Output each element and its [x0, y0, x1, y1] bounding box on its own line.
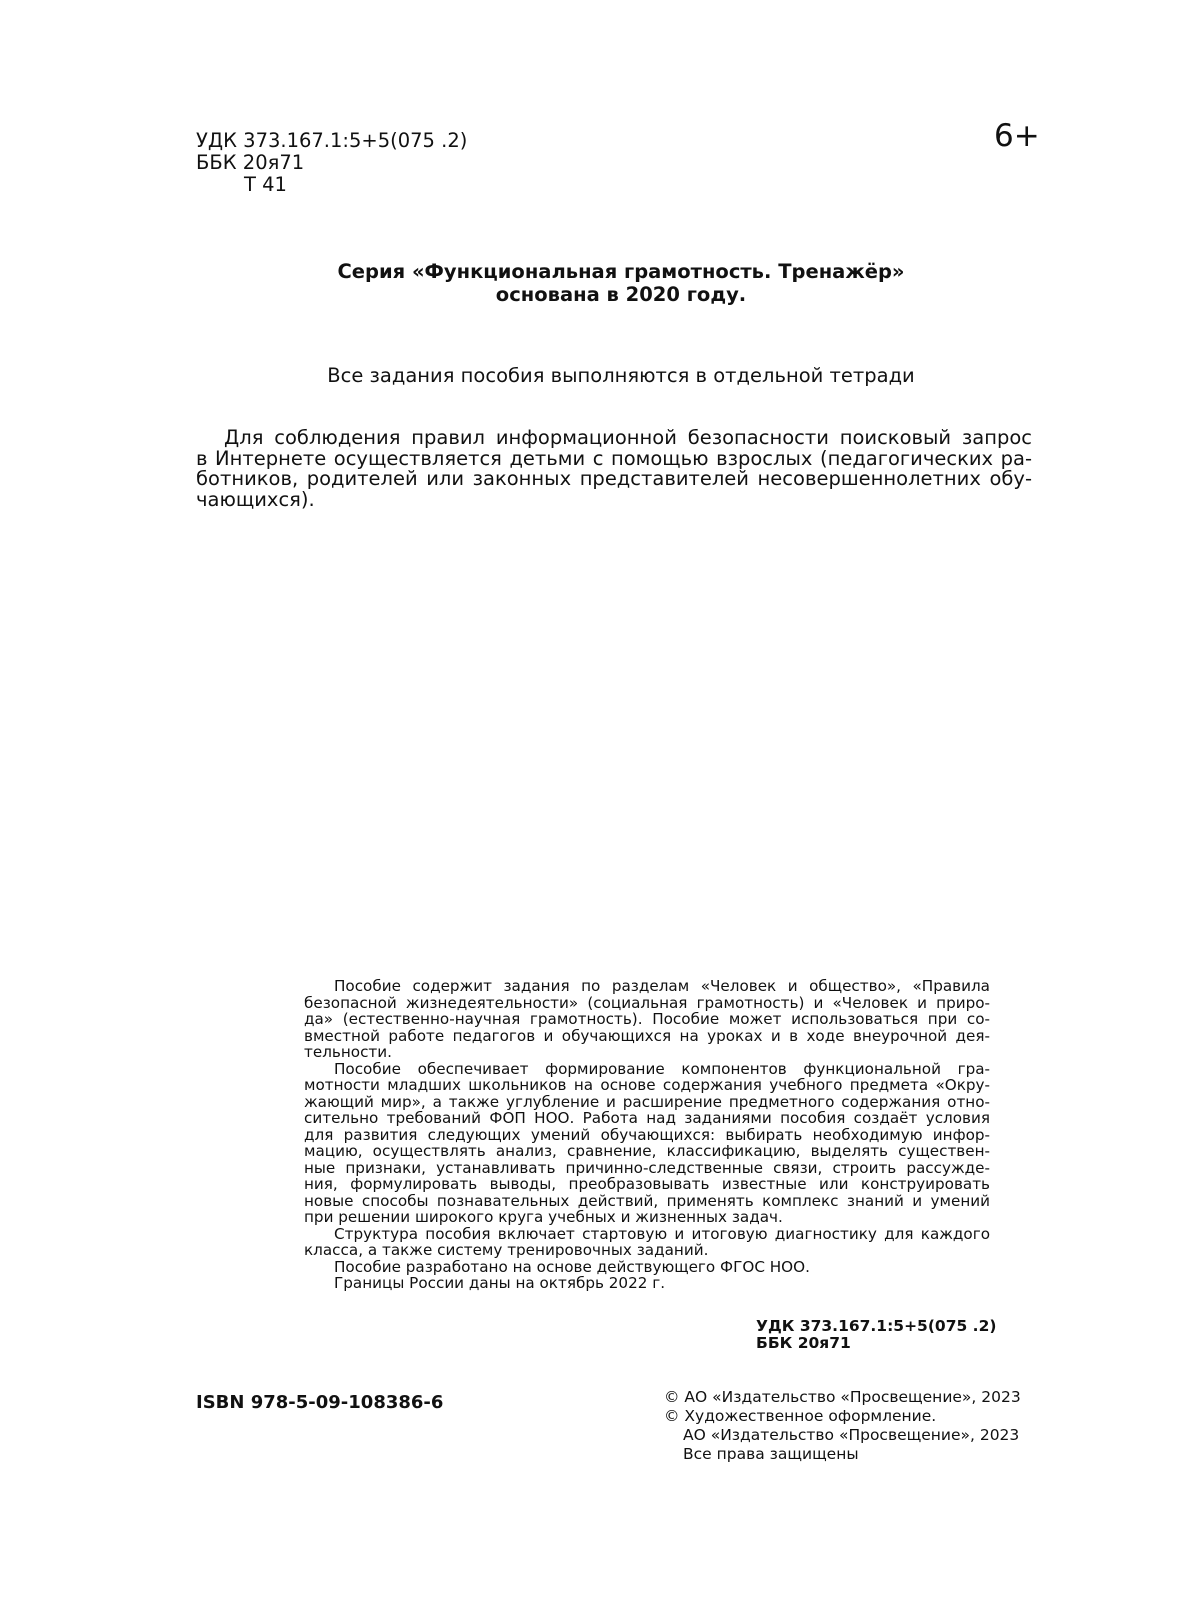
annotation-line: для развития следующих умений обучающихся: выбирать необходимую инфор-: [304, 1126, 990, 1143]
annotation-line: тельности.: [304, 1044, 392, 1061]
safety-line: в Интернете осуществляется детьми с помощью взрослых (педагогических ра-: [196, 446, 1032, 470]
annotation-line: Границы России даны на октябрь 2022 г.: [334, 1275, 666, 1292]
series-line-1: Серия «Функциональная грамотность. Тренажёр»: [337, 260, 905, 283]
safety-line: чающихся).: [196, 487, 315, 511]
annotation-bbk: ББК 20я71: [756, 1334, 851, 1352]
classification-codes: [196, 130, 467, 196]
annotation-line: безопасной жизнедеятельности» (социальная грамотность) и «Человек и приро-: [304, 994, 990, 1011]
copyright-block: [664, 1388, 1021, 1464]
annotation-line: ния, формулировать выводы, преобразовывать известные или конструировать: [304, 1176, 990, 1193]
copyright-line: Все права защищены: [683, 1445, 859, 1463]
annotation-line: Пособие содержит задания по разделам «Человек и общество», «Правила: [334, 978, 990, 995]
workbook-note: Все задания пособия выполняются в отдельной тетради: [327, 364, 915, 387]
annotation-line: мотности младших школьников на основе содержания учебного предмета «Окру-: [304, 1077, 990, 1094]
isbn: ISBN 978-5-09-108386-6: [196, 1392, 444, 1413]
annotation-line: мацию, осуществлять анализ, сравнение, классификацию, выделять существен-: [304, 1143, 990, 1160]
annotation-line: класса, а также систему тренировочных заданий.: [304, 1242, 709, 1259]
udk-code: УДК 373.167.1:5+5(075 .2): [196, 129, 468, 152]
series-line-2: основана в 2020 году.: [495, 283, 747, 306]
annotation-udk: УДК 373.167.1:5+5(075 .2): [756, 1317, 997, 1335]
annotation: [304, 978, 990, 1292]
annotation-line: жающий мир», а также углубление и расширение предметного содержания отно-: [304, 1093, 990, 1110]
annotation-line: Структура пособия включает стартовую и итоговую диагностику для каждого: [334, 1225, 990, 1242]
annotation-line: сительно требований ФОП НОО. Работа над заданиями пособия создаёт условия: [304, 1110, 990, 1127]
safety-line: ботников, родителей или законных представителей несовершеннолетних обу-: [196, 467, 1032, 490]
author-mark: Т 41: [244, 173, 287, 196]
annotation-line: новые способы познавательных действий, применять комплекс знаний и умений: [304, 1192, 990, 1209]
copyright-line: © АО «Издательство «Просвещение», 2023: [664, 1388, 1021, 1406]
annotation-line: да» (естественно-научная грамотность). Пособие может использоваться при со-: [304, 1011, 990, 1028]
annotation-line: вместной работе педагогов и обучающихся на уроках и в ходе внеурочной дея-: [304, 1027, 990, 1044]
age-rating: 6+: [994, 118, 1040, 154]
annotation-line: Пособие обеспечивает формирование компонентов функциональной гра-: [334, 1060, 990, 1077]
copyright-line: АО «Издательство «Просвещение», 2023: [683, 1426, 1020, 1444]
annotation-line: ные признаки, устанавливать причинно-следственные связи, строить рассужде-: [304, 1159, 990, 1176]
annotation-line: Пособие разработано на основе действующего ФГОС НОО.: [334, 1258, 810, 1275]
series-heading: [196, 260, 1046, 306]
safety-notice: [196, 428, 1032, 510]
copyright-line: © Художественное оформление.: [664, 1407, 937, 1425]
annotation-line: при решении широкого круга учебных и жизненных задач.: [304, 1209, 783, 1226]
safety-line: Для соблюдения правил информационной безопасности поисковый запрос: [224, 426, 1032, 449]
annotation-codes: [756, 1318, 996, 1352]
bbk-code: ББК 20я71: [196, 151, 305, 174]
